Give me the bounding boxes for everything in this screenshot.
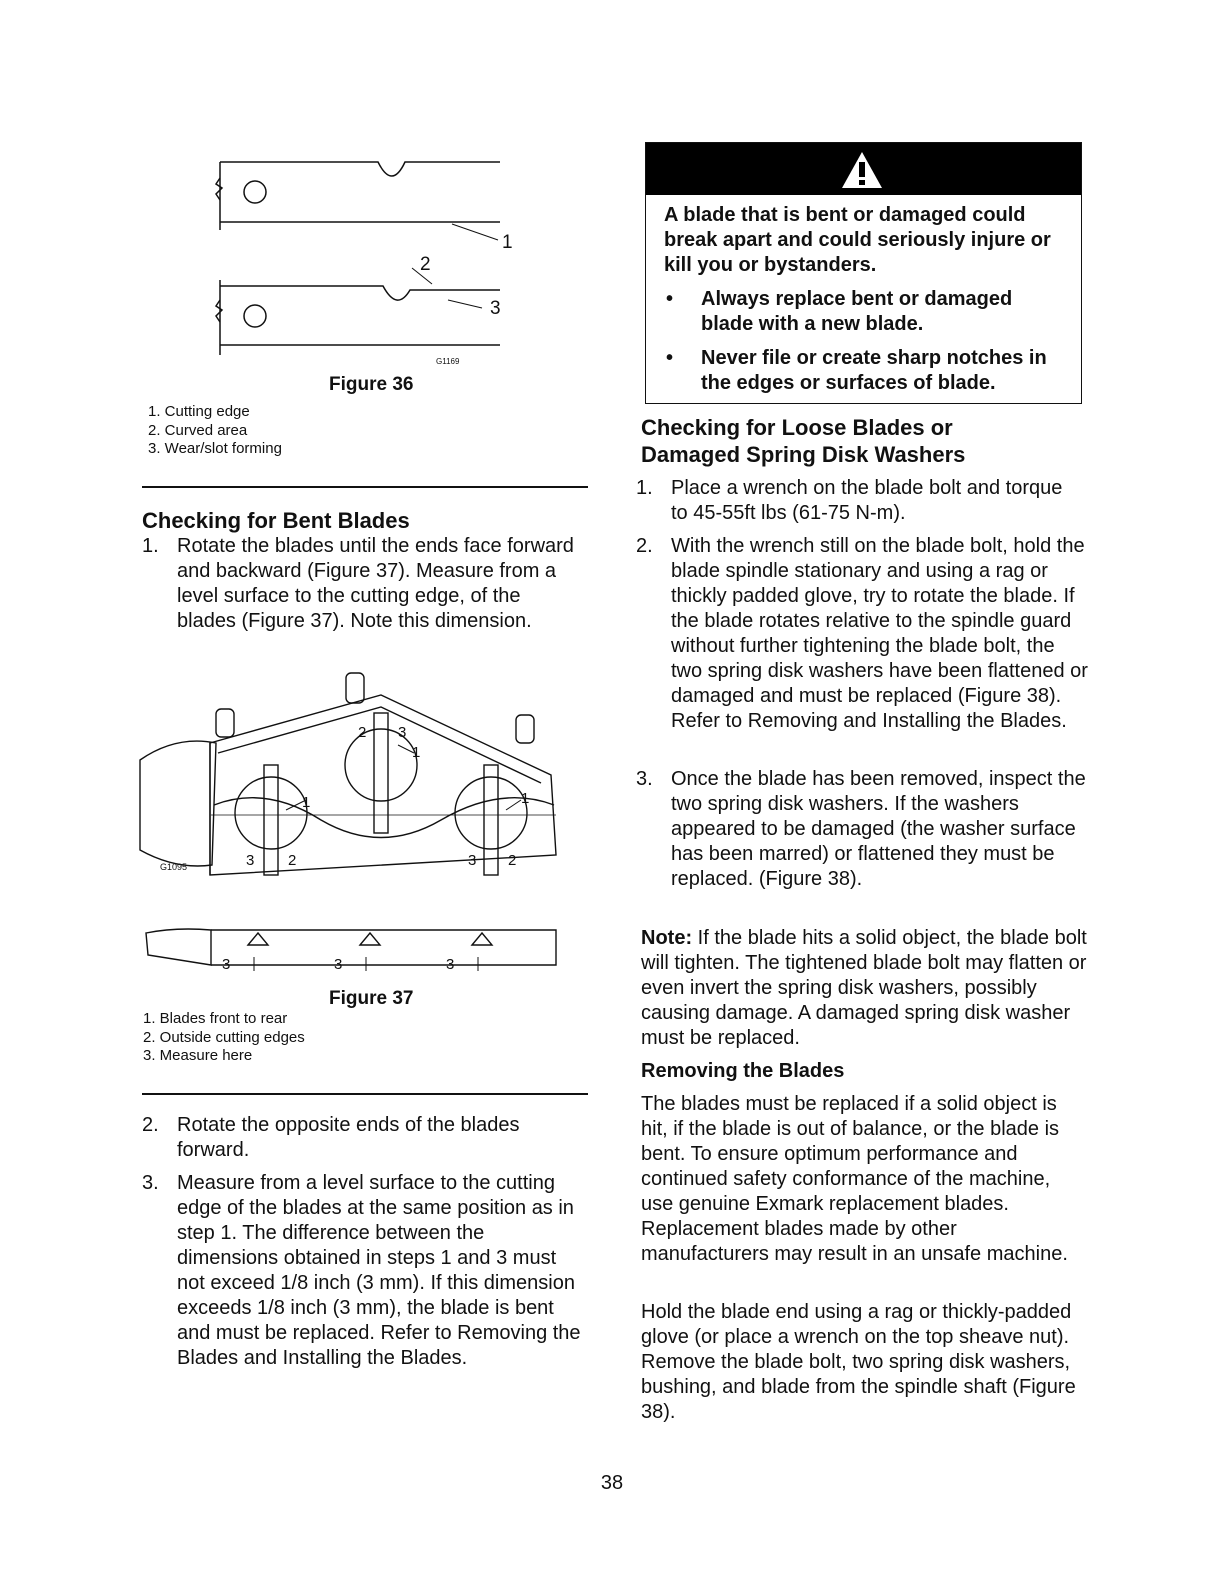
step-number: 1. [636,477,653,499]
legend-item: 3. Measure here [143,1047,253,1064]
section-heading-bent-blades: Checking for Bent Blades [142,508,410,533]
figure-36-callout-3: 3 [490,298,501,319]
step-number: 2. [636,535,653,557]
divider [142,486,588,488]
step-number: 3. [142,1172,159,1194]
warning-text: A blade that is bent or damaged could break apart and could seriously injure or kill you or bystanders. [664,204,1051,276]
heading-line: Damaged Spring Disk Washers [641,442,966,467]
step-text: With the wrench still on the blade bolt, hold the blade spindle stationary and using a rag or thickly padded glove, try to rotate the blade. If the blade rotates relative to the spindle guard without further tightening the blade bolt, the two spring disk washers have been flattened or damaged and must be replaced (Figure 38). Refer to Removing and Installing the Blades. [671,535,1088,732]
figure-36-caption: Figure 36 [329,374,414,395]
heading-line: Checking for Loose Blades or [641,415,953,440]
legend-item: 3. Wear/slot forming [148,440,282,457]
figure-36-illustration [200,150,520,375]
legend-item: 2. Outside cutting edges [143,1028,305,1046]
figure-36-callout-2: 2 [420,254,431,275]
removing-paragraph-1: The blades must be replaced if a solid object is hit, if the blade is out of balance, or the blade is bent. To ensure optimum performance and continued safety conformance of the machine, use genuine Exmark replacement blades. Replacement blades made by other manufacturers may result in an unsafe machine. [641,1093,1068,1265]
svg-text:2: 2 [508,852,517,869]
svg-text:3: 3 [446,956,455,973]
subheading-removing-blades: Removing the Blades [641,1060,845,1082]
step-text: Place a wrench on the blade bolt and torque to 45-55ft lbs (61-75 N-m). [671,477,1063,524]
svg-text:3: 3 [222,956,231,973]
warning-triangle-icon [839,149,885,191]
figure-36-callout-1: 1 [502,232,513,253]
note-text: If the blade hits a solid object, the blade bolt will tighten. The tightened blade bolt may flatten or even invert the spring disk washers, possibly causing damage. A damaged spring disk washer must be replaced. [641,927,1087,1049]
warning-header [646,143,1081,195]
legend-item: 1. Cutting edge [148,403,250,420]
figure-37-legend [143,1010,305,1066]
step-number: 1. [142,535,159,557]
note-label: Note: [641,927,693,949]
section-heading-loose-blades [641,414,965,468]
bullet-dot: • [666,347,674,369]
note-paragraph [641,926,1091,1051]
step-text: Once the blade has been removed, inspect the two spring disk washers. If the washers appeared to be damaged (the washer surface has been marred) or flattened they must be replaced. (Figure 38). [671,768,1086,890]
warning-box [645,142,1082,404]
figure-37-code: G1095 [160,862,188,872]
bullet-text: Never file or create sharp notches in the edges or surfaces of blade. [701,347,1047,394]
bullet-text: Always replace bent or damaged blade with a new blade. [701,288,1013,335]
bullet-dot: • [666,288,674,310]
removing-paragraph-2: Hold the blade end using a rag or thickly-padded glove (or place a wrench on the top sheave nut). Remove the blade bolt, two spring disk washers, bushing, and blade from the spindle shaft (Figure 38). [641,1301,1076,1423]
svg-text:3: 3 [334,956,343,973]
svg-text:1: 1 [521,790,530,807]
figure-36-code: G1169 [436,357,460,366]
figure-37-illustration [136,665,566,985]
svg-text:2: 2 [288,852,297,869]
step-number: 3. [636,768,653,790]
page-number: 38 [600,1472,624,1494]
step-text: Rotate the blades until the ends face forward and backward (Figure 37). Measure from a level surface to the cutting edge, of the blades (Figure 37). Note this dimension. [177,535,574,632]
svg-text:3: 3 [246,852,255,869]
legend-item: 2. Curved area [148,421,248,439]
svg-text:2: 2 [358,724,367,741]
step-number: 2. [142,1114,159,1136]
svg-text:1: 1 [412,744,421,761]
divider [142,1093,588,1095]
svg-text:3: 3 [398,724,407,741]
step-text: Measure from a level surface to the cutting edge of the blades at the same position as in step 1. The difference between the dimensions obtained in steps 1 and 3 must not exceed 1/8 inch (3 mm). If this dimension exceeds 1/8 inch (3 mm), the blade is bent and must be replaced. Refer to Removing the Blades and Installing the Blades. [177,1172,581,1369]
legend-item: 1. Blades front to rear [143,1010,288,1027]
step-text: Rotate the opposite ends of the blades forward. [177,1114,520,1161]
figure-36-legend [148,403,282,459]
figure-37-caption: Figure 37 [329,988,414,1009]
svg-text:1: 1 [302,794,311,811]
svg-text:3: 3 [468,852,477,869]
